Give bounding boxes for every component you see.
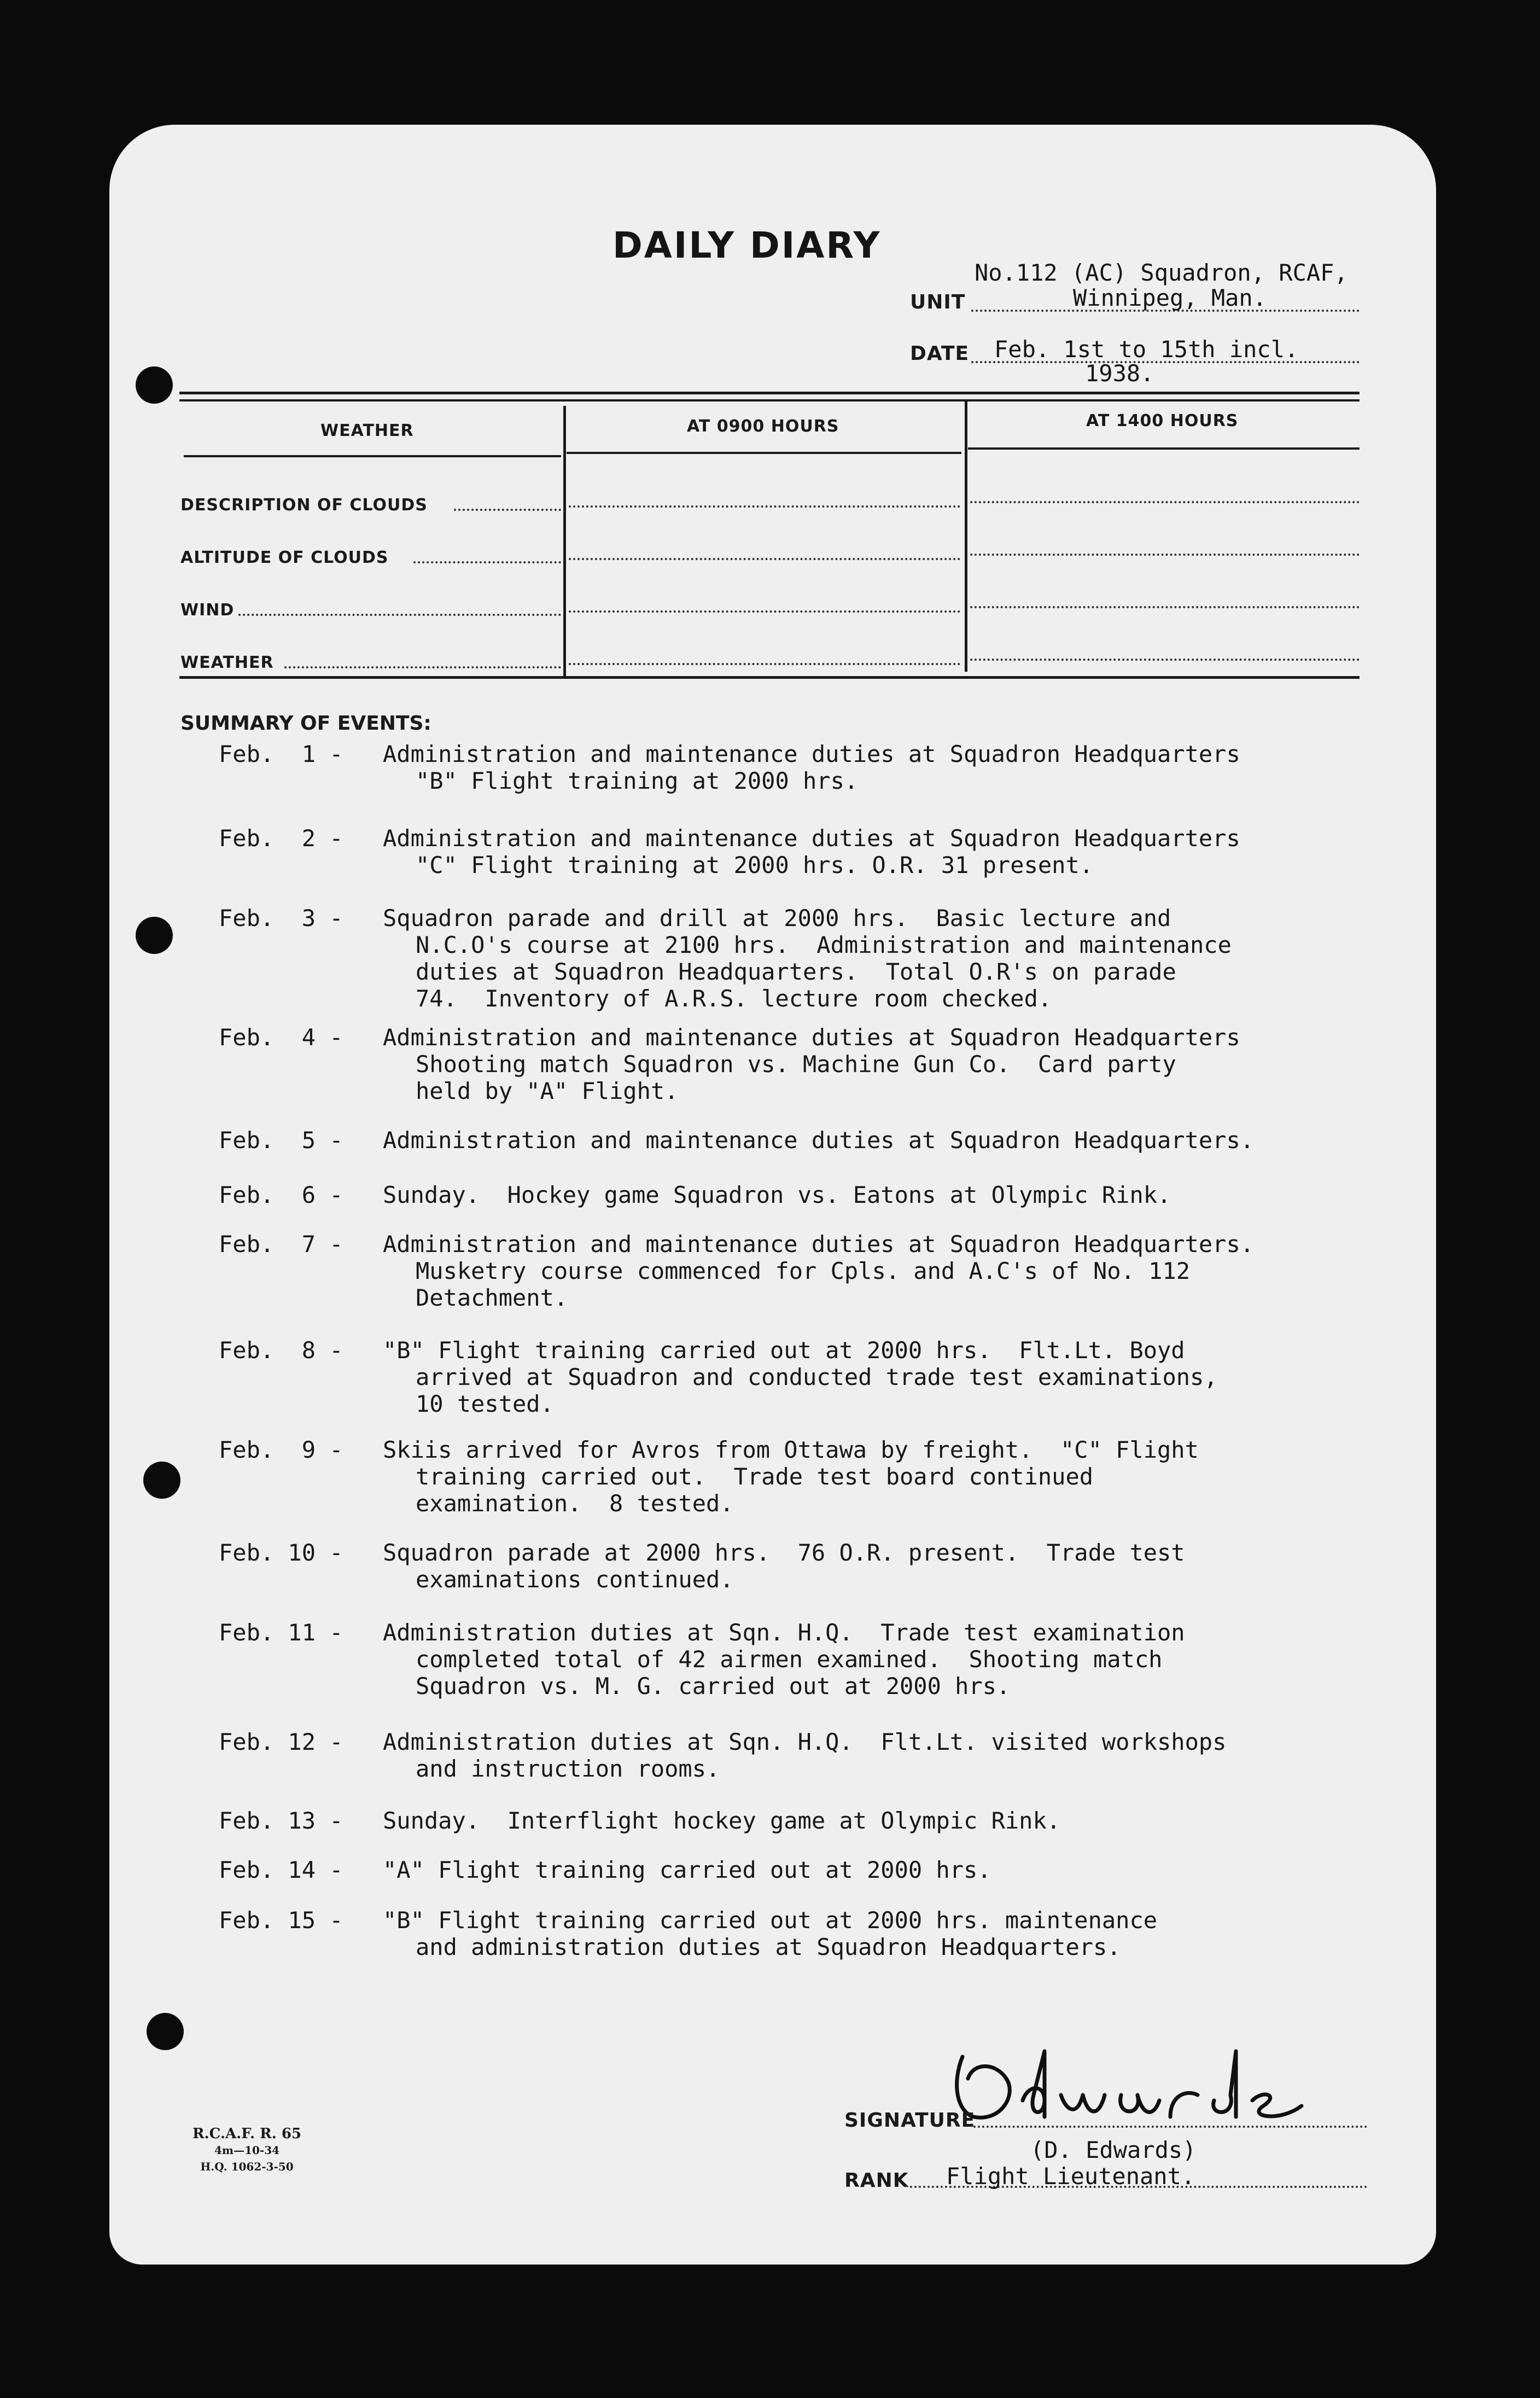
- event-text: Skiis arrived for Avros from Ottawa by freight. "C" Flight: [383, 1436, 1199, 1463]
- column-header-weather: WEATHER: [320, 421, 414, 440]
- table-column-divider: [563, 406, 566, 676]
- event-date: Feb. 10 -: [219, 1539, 343, 1566]
- event-entry: [219, 1337, 1218, 1417]
- event-date: Feb. 4 -: [219, 1024, 343, 1051]
- form-code-line: R.C.A.F. R. 65: [192, 2126, 302, 2142]
- event-date: Feb. 5 -: [219, 1127, 343, 1154]
- event-text: "C" Flight training at 2000 hrs. O.R. 31 present.: [416, 852, 1094, 878]
- row-dotted-line: [970, 501, 1360, 503]
- handwritten-signature: [941, 2035, 1334, 2133]
- event-entry: [219, 1907, 1157, 1960]
- form-code: [192, 2126, 301, 2175]
- table-header-rule: [968, 447, 1360, 450]
- column-header-0900: AT 0900 HOURS: [687, 417, 839, 436]
- summary-title: SUMMARY OF EVENTS:: [180, 712, 431, 735]
- table-top-rule: [179, 392, 1360, 394]
- event-text: Squadron parade at 2000 hrs. 76 O.R. present. Trade test: [383, 1539, 1185, 1566]
- event-text: Sunday. Hockey game Squadron vs. Eatons at Olympic Rink.: [383, 1181, 1171, 1208]
- binder-hole: [147, 2013, 184, 2050]
- row-dotted-line: [569, 505, 960, 508]
- signature-dotted-line: [973, 2126, 1367, 2128]
- event-text: N.C.O's course at 2100 hrs. Administration and maintenance: [416, 932, 1232, 958]
- row-dotted-line: [569, 558, 960, 560]
- event-date: Feb. 13 -: [219, 1807, 343, 1834]
- event-text: Administration and maintenance duties at Squadron Headquarters.: [383, 1231, 1255, 1258]
- event-text: Administration duties at Sqn. H.Q. Flt.Lt. visited workshops: [383, 1728, 1227, 1755]
- row-dotted-line: [454, 509, 561, 511]
- unit-label: UNIT: [910, 291, 966, 313]
- event-text: completed total of 42 airmen examined. Shooting match: [416, 1646, 1163, 1673]
- row-dotted-line: [284, 666, 561, 668]
- event-text: and administration duties at Squadron Headquarters.: [416, 1934, 1121, 1960]
- event-entry: [219, 1619, 1185, 1699]
- table-column-divider: [965, 401, 967, 672]
- column-header-1400: AT 1400 HOURS: [1086, 411, 1239, 430]
- rank-value: Flight Lieutenant.: [946, 2163, 1195, 2190]
- event-text: arrived at Squadron and conducted trade test examinations,: [416, 1364, 1218, 1390]
- event-text: examinations continued.: [416, 1566, 734, 1593]
- event-date: Feb. 15 -: [219, 1907, 343, 1934]
- event-text: and instruction rooms.: [416, 1755, 720, 1782]
- event-entry: [219, 1024, 1240, 1104]
- row-label-wind: WIND: [180, 601, 235, 620]
- row-label-description-of-clouds: DESCRIPTION OF CLOUDS: [180, 496, 428, 515]
- event-entry: [219, 825, 1240, 878]
- row-dotted-line: [238, 614, 561, 616]
- event-text: 74. Inventory of A.R.S. lecture room checked.: [416, 985, 1052, 1012]
- unit-value-line1: No.112 (AC) Squadron, RCAF,: [975, 259, 1348, 286]
- row-dotted-line: [970, 606, 1360, 608]
- row-dotted-line: [970, 659, 1360, 661]
- event-text: "B" Flight training carried out at 2000 hrs. maintenance: [383, 1907, 1158, 1934]
- event-date: Feb. 12 -: [219, 1728, 343, 1755]
- event-entry: [219, 1807, 1060, 1834]
- event-entry: [219, 1539, 1185, 1593]
- date-value-line1: Feb. 1st to 15th incl.: [994, 336, 1299, 363]
- event-entry: [219, 1231, 1254, 1311]
- date-label: DATE: [910, 342, 970, 365]
- event-text: Musketry course commenced for Cpls. and A.C's of No. 112: [416, 1258, 1191, 1284]
- event-text: Administration duties at Sqn. H.Q. Trade test examination: [383, 1619, 1185, 1646]
- event-text: "B" Flight training carried out at 2000 hrs. Flt.Lt. Boyd: [383, 1337, 1185, 1364]
- form-code-line: 4m—10-34: [214, 2144, 280, 2157]
- event-text: Shooting match Squadron vs. Machine Gun Co. Card party: [416, 1051, 1176, 1078]
- event-entry: [219, 1127, 1254, 1154]
- binder-hole: [136, 917, 173, 954]
- event-entry: [219, 1856, 991, 1883]
- row-label-weather: WEATHER: [180, 653, 274, 672]
- event-entry: [219, 1181, 1171, 1208]
- unit-value-line2: Winnipeg, Man.: [1073, 284, 1267, 311]
- form-title: DAILY DIARY: [612, 224, 882, 266]
- event-text: examination. 8 tested.: [416, 1490, 734, 1517]
- event-date: Feb. 3 -: [219, 905, 343, 932]
- event-text: Squadron parade and drill at 2000 hrs. Basic lecture and: [383, 905, 1171, 932]
- rank-label: RANK: [844, 2169, 909, 2192]
- event-text: 10 tested.: [416, 1390, 554, 1417]
- event-date: Feb. 1 -: [219, 741, 343, 767]
- signature-label: SIGNATURE: [844, 2109, 976, 2132]
- row-dotted-line: [569, 663, 960, 665]
- row-label-altitude-of-clouds: ALTITUDE OF CLOUDS: [180, 548, 389, 567]
- table-bottom-rule: [179, 676, 1360, 679]
- date-value-line2: 1938.: [1085, 360, 1154, 387]
- event-entry: [219, 741, 1240, 794]
- event-text: Administration and maintenance duties at Squadron Headquarters: [383, 825, 1240, 852]
- table-header-rule: [567, 452, 961, 454]
- printed-name: (D. Edwards): [1030, 2137, 1197, 2163]
- binder-hole: [143, 1462, 180, 1499]
- event-text: duties at Squadron Headquarters. Total O.R's on parade: [416, 958, 1176, 985]
- table-top-rule: [179, 399, 1360, 401]
- event-date: Feb. 14 -: [219, 1856, 343, 1883]
- event-date: Feb. 11 -: [219, 1619, 343, 1646]
- event-text: "A" Flight training carried out at 2000 hrs.: [383, 1856, 991, 1883]
- event-text: Administration and maintenance duties at Squadron Headquarters: [383, 741, 1240, 767]
- form-code-line: H.Q. 1062-3-50: [200, 2160, 294, 2173]
- event-text: Detachment.: [416, 1284, 568, 1311]
- event-date: Feb. 8 -: [219, 1337, 343, 1364]
- event-text: Administration and maintenance duties at Squadron Headquarters.: [383, 1127, 1255, 1154]
- event-text: Sunday. Interflight hockey game at Olympic Rink.: [383, 1807, 1061, 1834]
- event-date: Feb. 2 -: [219, 825, 343, 852]
- event-entry: [219, 1436, 1199, 1517]
- event-entry: [219, 905, 1232, 1012]
- event-date: Feb. 7 -: [219, 1231, 343, 1258]
- table-header-rule: [184, 455, 561, 457]
- event-text: held by "A" Flight.: [416, 1078, 679, 1104]
- event-text: Administration and maintenance duties at Squadron Headquarters: [383, 1024, 1240, 1051]
- row-dotted-line: [970, 554, 1360, 556]
- event-text: Squadron vs. M. G. carried out at 2000 hrs.: [416, 1673, 1011, 1699]
- event-date: Feb. 9 -: [219, 1436, 343, 1463]
- event-date: Feb. 6 -: [219, 1181, 343, 1208]
- row-dotted-line: [569, 610, 960, 613]
- event-entry: [219, 1728, 1226, 1782]
- event-text: training carried out. Trade test board continued: [416, 1463, 1094, 1490]
- binder-hole: [136, 366, 173, 404]
- event-text: "B" Flight training at 2000 hrs.: [416, 767, 859, 794]
- row-dotted-line: [413, 561, 561, 563]
